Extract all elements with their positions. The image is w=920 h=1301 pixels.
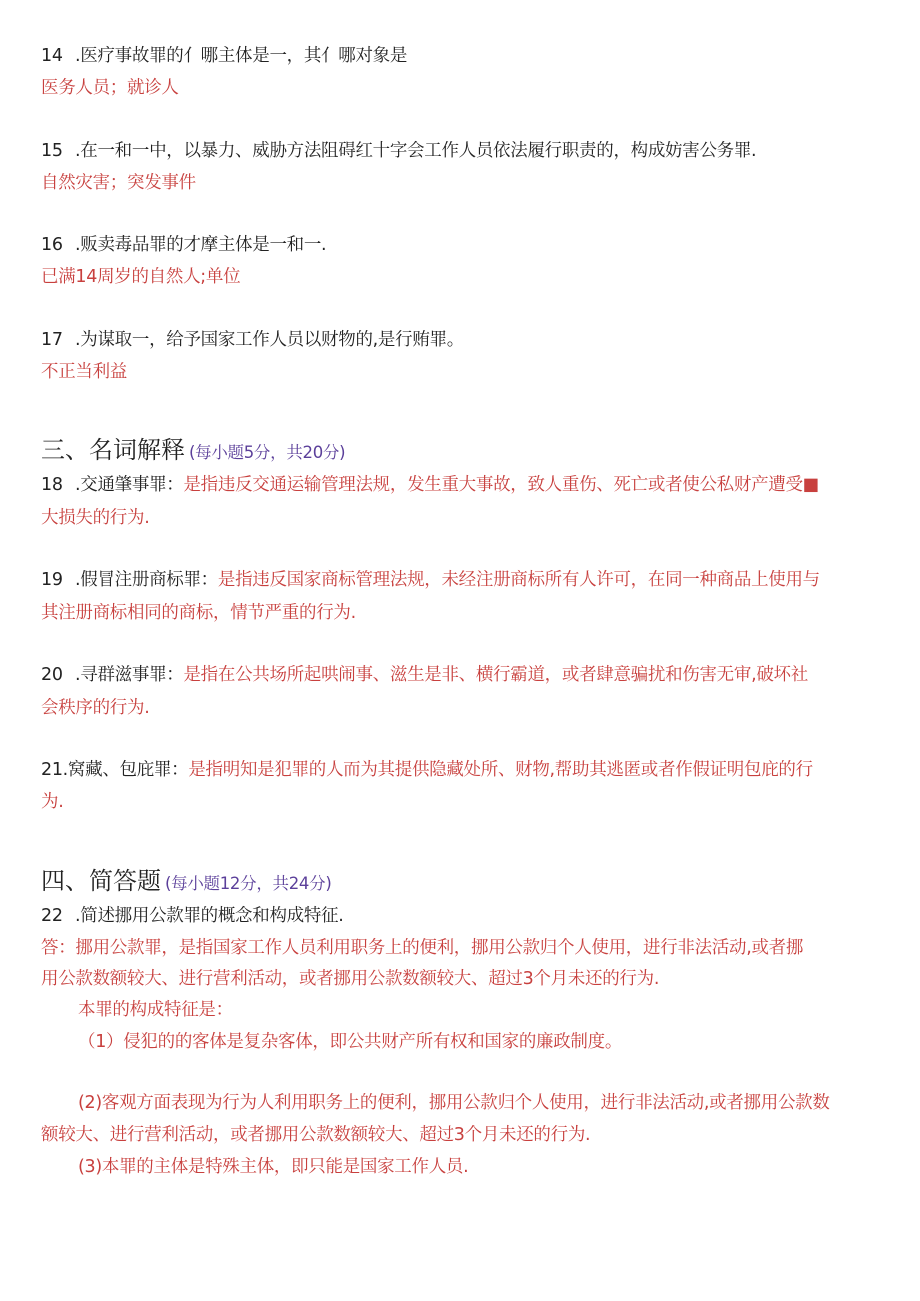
term-label: .寻群滋事罪： bbox=[75, 665, 184, 685]
term-18-continuation: 大损失的行为. bbox=[41, 508, 150, 528]
answer-16: 已满14周岁的自然人;单位 bbox=[41, 267, 241, 287]
question-number: 14 bbox=[41, 46, 63, 66]
feature-3: (3)本罪的主体是特殊主体，即只能是国家工作人员. bbox=[78, 1157, 469, 1177]
question-15 bbox=[41, 140, 756, 162]
term-21 bbox=[41, 759, 813, 781]
section-title: 四、简答题 bbox=[41, 867, 161, 895]
question-text: .简述挪用公款罪的概念和构成特征. bbox=[75, 906, 344, 926]
question-22 bbox=[41, 905, 344, 927]
question-number: 22 bbox=[41, 906, 63, 926]
question-number: 19 bbox=[41, 570, 63, 590]
section-score-note: (每小题12分，共24分) bbox=[165, 874, 332, 893]
term-21-continuation: 为. bbox=[41, 792, 64, 812]
question-number: 17 bbox=[41, 330, 63, 350]
answer-14: 医务人员；就诊人 bbox=[41, 78, 179, 98]
question-16 bbox=[41, 234, 326, 256]
question-14 bbox=[41, 45, 407, 67]
section-3-heading bbox=[41, 435, 345, 468]
question-number: 16 bbox=[41, 235, 63, 255]
term-label: .假冒注册商标罪： bbox=[75, 570, 218, 590]
answer-line-1: 答：挪用公款罪，是指国家工作人员利用职务上的便利，挪用公款归个人使用，进行非法活动,或者挪 bbox=[41, 938, 804, 958]
term-19-continuation: 其注册商标相同的商标，情节严重的行为. bbox=[41, 603, 356, 623]
features-intro: 本罪的构成特征是： bbox=[78, 1000, 233, 1020]
term-20 bbox=[41, 664, 808, 686]
question-text: .医疗事故罪的亻哪主体是一，其亻哪对象是 bbox=[75, 46, 408, 66]
term-definition: 是指违反交通运输管理法规，发生重大事故，致人重伤、死亡或者使公私财产遭受■ bbox=[183, 475, 819, 495]
question-number: 20 bbox=[41, 665, 63, 685]
term-19 bbox=[41, 569, 820, 591]
term-definition: 是指明知是犯罪的人而为其提供隐藏处所、财物,帮助其逃匿或者作假证明包庇的行 bbox=[188, 760, 813, 780]
question-number: 15 bbox=[41, 141, 63, 161]
answer-line-2: 用公款数额较大、进行营利活动，或者挪用公款数额较大、超过3个月未还的行为. bbox=[41, 969, 660, 989]
term-definition: 是指违反国家商标管理法规，未经注册商标所有人许可，在同一种商品上使用与 bbox=[217, 570, 820, 590]
term-18 bbox=[41, 474, 819, 496]
section-title: 三、名词解释 bbox=[41, 436, 185, 464]
question-text: .贩卖毒品罪的才摩主体是一和一. bbox=[75, 235, 327, 255]
feature-2-line-1: (2)客观方面表现为行为人利用职务上的便利，挪用公款归个人使用，进行非法活动,或者挪用公款数 bbox=[78, 1093, 830, 1113]
question-number: 18 bbox=[41, 475, 63, 495]
question-17 bbox=[41, 329, 464, 351]
question-text: .为谋取一，给予国家工作人员以财物的,是行贿罪。 bbox=[75, 330, 464, 350]
term-label: .交通肇事罪： bbox=[75, 475, 184, 495]
section-score-note: (每小题5分，共20分) bbox=[189, 443, 346, 462]
question-text: .在一和一中，以暴力、威胁方法阻碍红十字会工作人员依法履行职责的，构成妨害公务罪. bbox=[75, 141, 757, 161]
answer-15: 自然灾害；突发事件 bbox=[41, 173, 196, 193]
feature-2-line-2: 额较大、进行营利活动，或者挪用公款数额较大、超过3个月未还的行为. bbox=[41, 1125, 591, 1145]
section-4-heading bbox=[41, 866, 331, 899]
answer-17: 不正当利益 bbox=[41, 362, 127, 382]
feature-1: （1）侵犯的的客体是复杂客体，即公共财产所有权和国家的廉政制度。 bbox=[78, 1032, 623, 1052]
term-20-continuation: 会秩序的行为. bbox=[41, 698, 150, 718]
term-label: 21.窝藏、包庇罪： bbox=[41, 760, 189, 780]
term-definition: 是指在公共场所起哄闹事、滋生是非、横行霸道，或者肆意骗扰和伤害无审,破坏社 bbox=[183, 665, 808, 685]
